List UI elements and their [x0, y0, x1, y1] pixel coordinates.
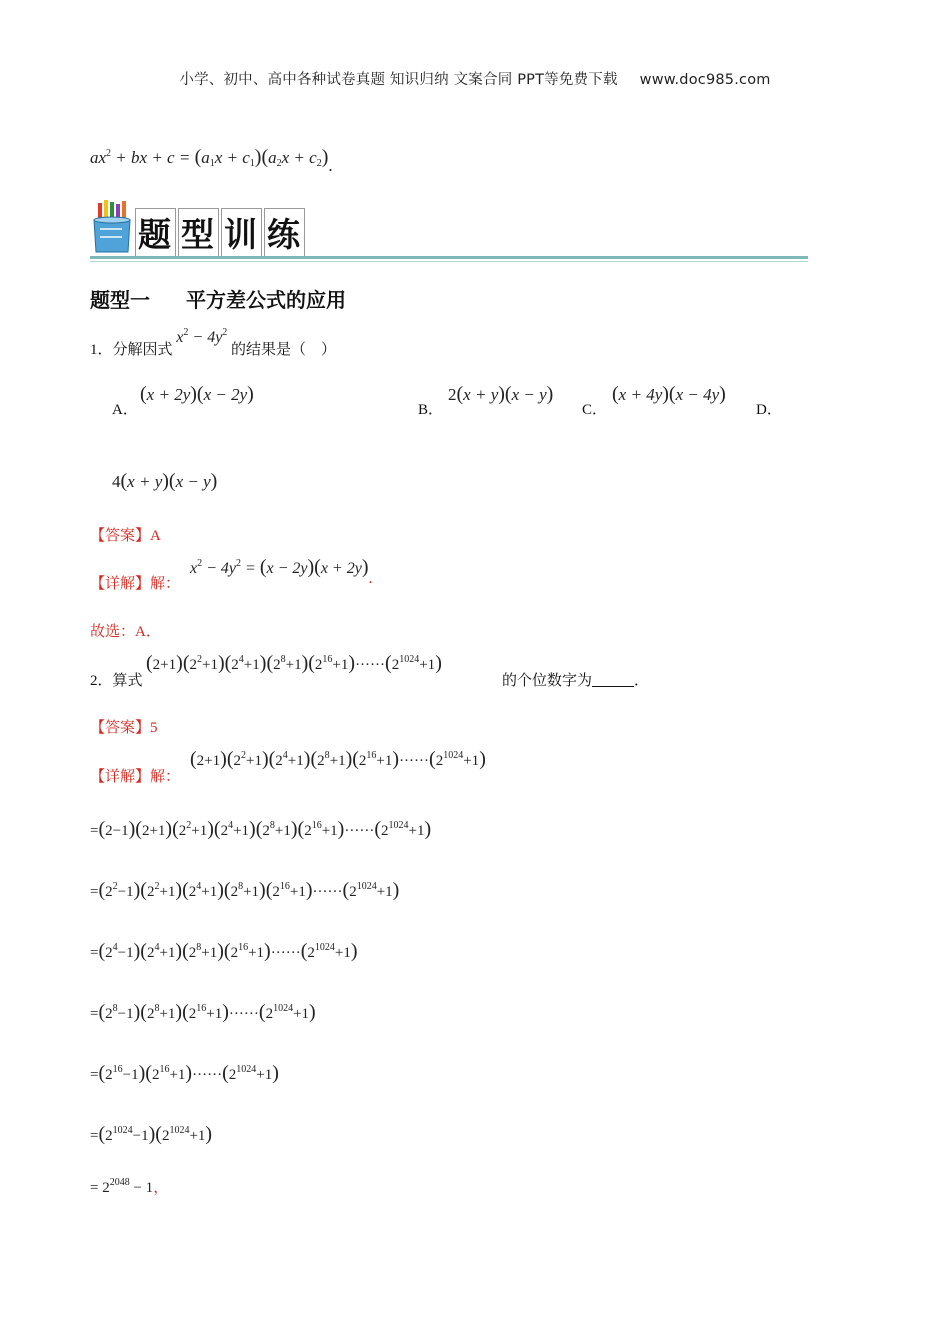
section-title: 题型一 平方差公式的应用: [90, 288, 346, 312]
banner-char-4: 练: [264, 208, 305, 257]
banner-rule-thin: [90, 261, 808, 262]
q2-step-2: $=(2^2-1)(2^2+1)(2^4+1)(2^8+1)(2^{16}+1)\cdot\cdot\cdot\cdot\cdot\cdot(2^{1024}+1)$: [90, 879, 400, 901]
question-1: [90, 327, 337, 359]
banner-char-2: 型: [178, 208, 219, 257]
banner-title: [135, 208, 307, 257]
q1-prompt-before: 分解因式: [112, 342, 173, 358]
header-text: 小学、初中、高中各种试卷真题 知识归纳 文案合同 PPT等免费下载: [179, 72, 618, 88]
question-2: [90, 669, 143, 690]
q2-step-0: $(2+1)(2^2+1)(2^4+1)(2^8+1)(2^{16}+1)\cdot\cdot\cdot\cdot\cdot\cdot(2^{1024}+1)$: [190, 748, 486, 770]
q2-prompt-after: 的个位数字为: [502, 673, 593, 689]
q1-prompt-after: 的结果是（ ）: [231, 342, 337, 358]
factoring-formula: $ax^2$ + bx + $c = (a_1x + c_1)(a_2x + c_2)$.: [90, 146, 333, 175]
q2-answer: 【答案】5: [90, 720, 158, 736]
section-banner: [90, 200, 810, 262]
q2-prompt-tail: 的个位数字为 ．: [502, 673, 650, 689]
q2-blank[interactable]: [592, 672, 634, 687]
banner-char-1: 题: [135, 208, 176, 257]
q2-expression: $(2+1)(2^2+1)(2^4+1)(2^8+1)(2^{16}+1)\cdot\cdot\cdot\cdot\cdot\cdot(2^{1024}+1)$: [146, 652, 442, 674]
q1-detail: 【详解】解：: [90, 576, 181, 592]
q2-step-7: = $2^{2048} - 1$，: [90, 1177, 169, 1196]
option-c-expression: (x + 4y)(x − 4y): [612, 383, 726, 405]
q1-expression: $x^2 - 4y^2$: [176, 327, 228, 346]
banner-rule: [90, 256, 808, 259]
header-url[interactable]: www.doc985.com: [639, 72, 771, 88]
option-d-expression: 4(x + y)(x − y): [112, 470, 218, 492]
q2-prompt-before: 算式: [112, 673, 143, 689]
q2-step-6: $=(2^{1024}-1)(2^{1024}+1)$: [90, 1123, 213, 1145]
option-b-label[interactable]: B．: [418, 402, 444, 418]
q1-answer: 【答案】A: [90, 528, 161, 544]
q2-step-4: $=(2^8-1)(2^8+1)(2^{16}+1)\cdot\cdot\cdot\cdot\cdot\cdot(2^{1024}+1)$: [90, 1001, 316, 1023]
q2-detail: 【详解】解：: [90, 769, 181, 785]
option-b-expression: 2(x + y)(x − y): [448, 383, 554, 405]
option-d-label[interactable]: D．: [756, 402, 782, 418]
q1-detail-expression: $x^2 - 4y^2 = (x - 2y)(x + 2y)$.: [190, 556, 373, 587]
q1-conclusion: 故选：A．: [90, 624, 161, 640]
option-a-expression: (x + 2y)(x − 2y): [140, 383, 254, 405]
q2-step-1: $=(2-1)(2+1)(2^2+1)(2^4+1)(2^8+1)(2^{16}+1)\cdot\cdot\cdot\cdot\cdot\cdot(2^{1024}+1)$: [90, 818, 432, 840]
q1-number: 1．: [90, 342, 113, 358]
q2-step-5: $=(2^{16}-1)(2^{16}+1)\cdot\cdot\cdot\cdot\cdot\cdot(2^{1024}+1)$: [90, 1062, 279, 1084]
pencil-cup-icon: [90, 200, 132, 254]
banner-char-3: 训: [221, 208, 262, 257]
option-c-label[interactable]: C．: [582, 402, 608, 418]
q2-number: 2．: [90, 673, 113, 689]
option-a-label[interactable]: A．: [112, 402, 138, 418]
q2-step-3: $=(2^4-1)(2^4+1)(2^8+1)(2^{16}+1)\cdot\cdot\cdot\cdot\cdot\cdot(2^{1024}+1)$: [90, 940, 358, 962]
page-header: [0, 68, 950, 89]
